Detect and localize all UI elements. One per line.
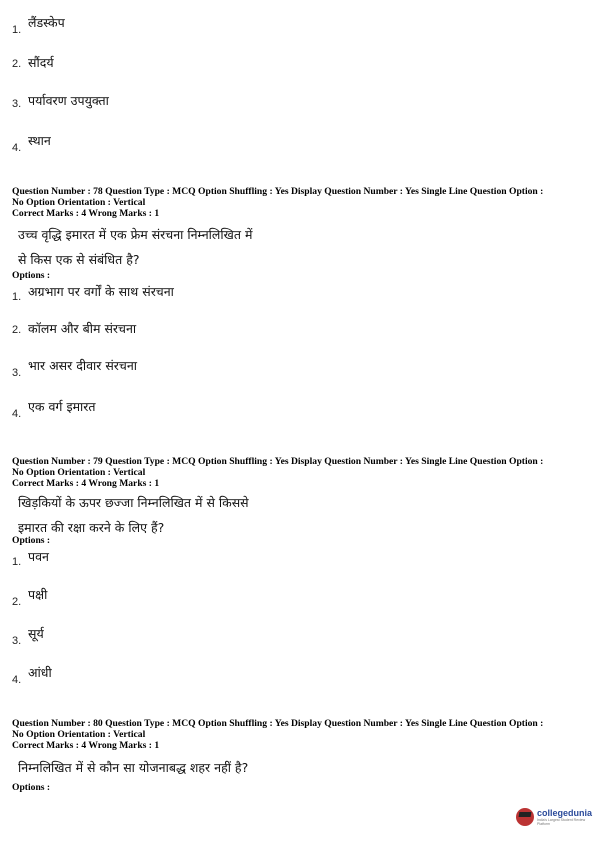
question-marks: Correct Marks : 4 Wrong Marks : 1	[12, 208, 160, 219]
option-text: कॉलम और बीम संरचना	[28, 321, 137, 336]
question-text-line: निम्नलिखित में से कौन सा योजनाबद्ध शहर नहीं है?	[18, 760, 249, 775]
graduation-cap-icon	[516, 808, 534, 826]
question-text	[18, 490, 249, 540]
option-text: भार असर दीवार संरचना	[28, 358, 138, 373]
question-text	[18, 755, 248, 780]
question-text-line: से किस एक से संबंधित है?	[18, 252, 140, 267]
option-text: स्थान	[28, 133, 51, 148]
option-text: पर्यावरण उपयुक्ता	[28, 93, 109, 108]
option-text: सौंदर्य	[28, 55, 54, 70]
options-label: Options :	[12, 782, 51, 793]
logo-tagline: India's Largest Student Review Platform	[537, 818, 586, 826]
question-meta-line: Question Number : 80 Question Type : MCQ Option Shuffling : Yes Display Question Number : Yes Single Line Question Option :	[12, 718, 544, 729]
question-text-line: उच्च वृद्धि इमारत में एक फ्रेम संरचना निम्नलिखित में	[18, 227, 253, 242]
question-meta-line: Question Number : 78 Question Type : MCQ Option Shuffling : Yes Display Question Number : Yes Single Line Question Option :	[12, 186, 544, 197]
logo-name: collegedunia	[537, 808, 593, 818]
option-number: 3.	[12, 98, 22, 110]
option-text: अग्रभाग पर वर्गों के साथ संरचना	[28, 284, 174, 299]
collegedunia-logo	[516, 806, 593, 828]
question-text-line: इमारत की रक्षा करने के लिए हैं?	[18, 520, 165, 535]
option-number: 1.	[12, 291, 22, 303]
option-number: 4.	[12, 142, 22, 154]
question-meta	[12, 718, 587, 751]
option-number: 2.	[12, 324, 22, 336]
option-text: पक्षी	[28, 587, 48, 602]
question-meta-line: No Option Orientation : Vertical	[12, 197, 146, 208]
option-text: एक वर्ग इमारत	[28, 399, 96, 414]
option-number: 4.	[12, 674, 22, 686]
option-text: आंधी	[28, 665, 52, 680]
question-marks: Correct Marks : 4 Wrong Marks : 1	[12, 478, 160, 489]
option-number: 3.	[12, 635, 22, 647]
options-label: Options :	[12, 270, 51, 281]
option-number: 4.	[12, 408, 22, 420]
question-marks: Correct Marks : 4 Wrong Marks : 1	[12, 740, 160, 751]
option-text: पवन	[28, 549, 49, 564]
options-label: Options :	[12, 535, 51, 546]
question-text	[18, 222, 252, 272]
question-text-line: खिड़कियों के ऊपर छज्जा निम्नलिखित में से किससे	[18, 495, 249, 510]
option-number: 2.	[12, 58, 22, 70]
question-meta	[12, 456, 587, 489]
option-text: लैंडस्केप	[28, 15, 65, 30]
question-meta-line: No Option Orientation : Vertical	[12, 729, 146, 740]
option-number: 1.	[12, 556, 22, 568]
option-text: सूर्य	[28, 626, 44, 641]
logo-text	[537, 808, 592, 826]
question-meta-line: No Option Orientation : Vertical	[12, 467, 146, 478]
option-number: 2.	[12, 596, 22, 608]
option-number: 1.	[12, 24, 22, 36]
question-meta	[12, 186, 587, 219]
question-meta-line: Question Number : 79 Question Type : MCQ Option Shuffling : Yes Display Question Number : Yes Single Line Question Option :	[12, 456, 544, 467]
option-number: 3.	[12, 367, 22, 379]
